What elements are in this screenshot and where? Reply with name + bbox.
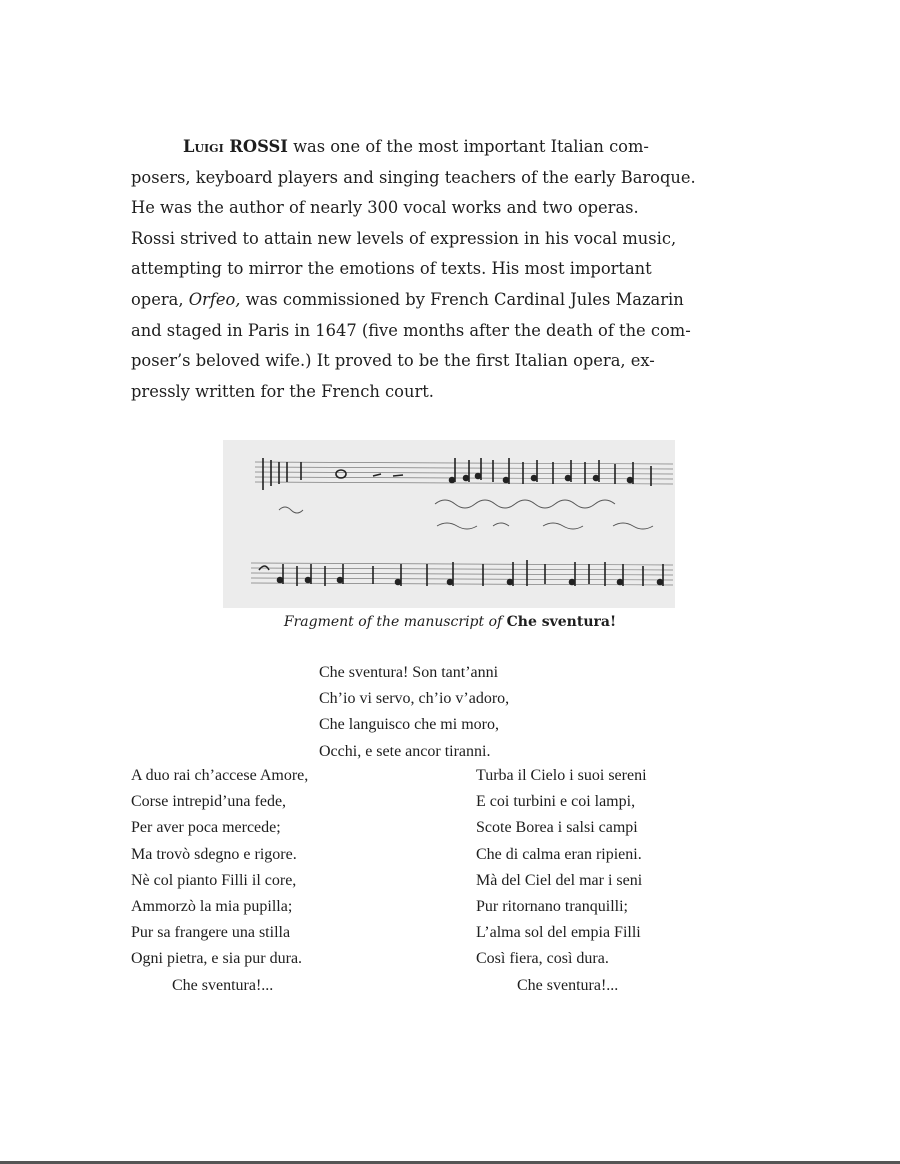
intro-line-8: poser’s beloved wife.) It proved to be the first Italian opera, ex- xyxy=(131,351,655,371)
intro-line-6: opera, Orfeo, was commissioned by French Cardinal Jules Mazarin xyxy=(131,289,684,309)
intro-line-5: attempting to mirror the emotions of texts. His most important xyxy=(131,259,652,279)
stanza-line: Per aver poca mercede; xyxy=(131,819,281,837)
refrain-line: Che sventura! Son tant’anni xyxy=(319,664,499,681)
stanza-line: Pur sa frangere una stilla xyxy=(131,924,291,942)
stanza-line: A duo rai ch’accese Amore, xyxy=(131,767,309,784)
stanza-line: Pur ritornano tranquilli; xyxy=(476,898,628,916)
intro-paragraph xyxy=(131,132,753,407)
composer-name: Luigi ROSSI xyxy=(183,137,288,156)
poem-stanza-right xyxy=(476,763,647,999)
stanza-line: L’alma sol del empia Filli xyxy=(476,924,641,942)
stanza-line: Ogni pietra, e sia pur dura. xyxy=(131,950,303,968)
refrain-line: Occhi, e sete ancor tiranni. xyxy=(319,742,491,760)
stanza-line: Nè col pianto Filli il core, xyxy=(131,871,297,889)
stanza-line: Ammorzò la mia pupilla; xyxy=(131,898,293,916)
manuscript-drawing xyxy=(223,440,675,608)
stanza-line: Ma trovò sdegno e rigore. xyxy=(131,845,297,863)
stanza-line: Mà del Ciel del mar i seni xyxy=(476,871,643,889)
caption-title: Che sventura! xyxy=(506,614,617,630)
stanza-line: Così fiera, così dura. xyxy=(476,950,609,968)
caption-italic: Fragment of the manuscript of xyxy=(283,614,507,630)
intro-line-2: posers, keyboard players and singing teachers of the early Baroque. xyxy=(131,167,696,187)
stanza-line: E coi turbini e coi lampi, xyxy=(476,793,636,811)
poem-stanza-left xyxy=(131,763,308,999)
intro-line-1: Luigi ROSSI was one of the most important Italian com- xyxy=(183,137,649,156)
intro-line-4: Rossi strived to attain new levels of expression in his vocal music, xyxy=(131,228,677,248)
refrain-line: Ch’io vi servo, ch’io v’adoro, xyxy=(319,690,510,708)
stanza-line: Scote Borea i salsi campi xyxy=(476,819,638,837)
poem-refrain xyxy=(319,660,509,765)
stanza-line: Turba il Cielo i suoi sereni xyxy=(476,767,647,784)
intro-line-7: and staged in Paris in 1647 (five months after the death of the com- xyxy=(131,320,691,340)
stanza-line: Che di calma eran ripieni. xyxy=(476,845,642,863)
manuscript-image xyxy=(223,440,675,608)
manuscript-caption xyxy=(0,612,900,632)
refrain-line: Che languisco che mi moro, xyxy=(319,716,499,734)
stanza-reprise: Che sventura!... xyxy=(517,976,619,994)
stanza-line: Corse intrepid’una fede, xyxy=(131,793,287,811)
intro-line-3: He was the author of nearly 300 vocal works and two operas. xyxy=(131,198,639,218)
opera-title: Orfeo, xyxy=(188,289,241,309)
stanza-reprise: Che sventura!... xyxy=(172,976,274,994)
intro-line-9: pressly written for the French court. xyxy=(131,381,434,401)
